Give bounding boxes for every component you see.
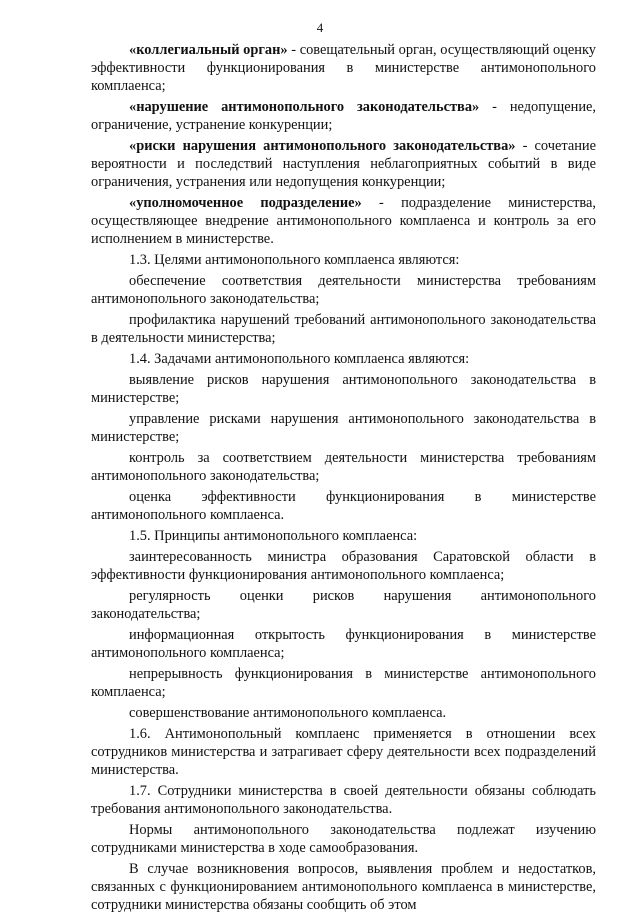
paragraph-reporting: В случае возникновения вопросов, выявления проблем и недостатков, связанных с функционированием антимонопольного комплаенса в министерстве, сотрудники министерства обязаны сообщить об этом xyxy=(91,861,596,913)
list-item: заинтересованность министра образования Саратовской области в эффективности функционирования антимонопольного комплаенса; xyxy=(91,549,596,583)
paragraph-definition-risks xyxy=(91,137,596,191)
list-item: совершенствование антимонопольного комплаенса. xyxy=(129,705,447,721)
definition-text: - сочетание вероятности и последствий наступления неблагоприятных событий в виде ограничения, устранения или недопущения конкуренции; xyxy=(91,138,597,190)
definition-text: - совещательный орган, осуществляющий оценку эффективности функционирования в министерстве антимонопольного комплаенса; xyxy=(91,42,596,94)
term-risks: «риски нарушения антимонопольного законодательства» xyxy=(129,138,516,154)
paragraph-definition-authorized-unit xyxy=(91,194,596,248)
paragraph-definition-collegial-body xyxy=(91,41,596,95)
definition-text: - недопущение, ограничение, устранение конкуренции; xyxy=(91,99,596,133)
list-item: обеспечение соответствия деятельности министерства требованиям антимонопольного законодательства; xyxy=(91,273,596,307)
term-violation: «нарушение антимонопольного законодательства» xyxy=(129,99,480,115)
list-item: информационная открытость функционирования в министерстве антимонопольного комплаенса; xyxy=(91,627,596,661)
list-item: регулярность оценки рисков нарушения антимонопольного законодательства; xyxy=(91,588,596,622)
list-item: непрерывность функционирования в министерстве антимонопольного комплаенса; xyxy=(91,666,596,700)
page-number: 4 xyxy=(316,20,324,35)
section-1-3-heading: 1.3. Целями антимонопольного комплаенса являются: xyxy=(129,252,460,268)
list-item: контроль за соответствием деятельности министерства требованиям антимонопольного законодательства; xyxy=(91,450,596,484)
section-1-4-heading: 1.4. Задачами антимонопольного комплаенса являются: xyxy=(129,351,470,367)
section-1-5-heading: 1.5. Принципы антимонопольного комплаенса: xyxy=(129,528,418,544)
section-1-7-paragraph: 1.7. Сотрудники министерства в своей деятельности обязаны соблюдать требования антимонопольного законодательства. xyxy=(91,783,596,817)
list-item: выявление рисков нарушения антимонопольного законодательства в министерстве; xyxy=(91,372,596,406)
list-item: оценка эффективности функционирования в министерстве антимонопольного комплаенса. xyxy=(91,489,596,523)
paragraph-definition-violation xyxy=(91,98,596,134)
list-item: профилактика нарушений требований антимонопольного законодательства в деятельности министерства; xyxy=(91,312,596,346)
paragraph-study-norms: Нормы антимонопольного законодательства подлежат изучению сотрудниками министерства в ходе самообразования. xyxy=(91,822,596,856)
definition-text: - подразделение министерства, осуществляющее внедрение антимонопольного комплаенса и контроль за его исполнением в министерстве. xyxy=(91,195,596,247)
list-item: управление рисками нарушения антимонопольного законодательства в министерстве; xyxy=(91,411,596,445)
document-body xyxy=(91,41,596,914)
term-authorized-unit: «уполномоченное подразделение» xyxy=(129,195,362,211)
term-collegial-body: «коллегиальный орган» xyxy=(129,42,288,58)
section-1-6-paragraph: 1.6. Антимонопольный комплаенс применяется в отношении всех сотрудников министерства и затрагивает сферу деятельности всех подразделений министерства. xyxy=(91,726,596,778)
